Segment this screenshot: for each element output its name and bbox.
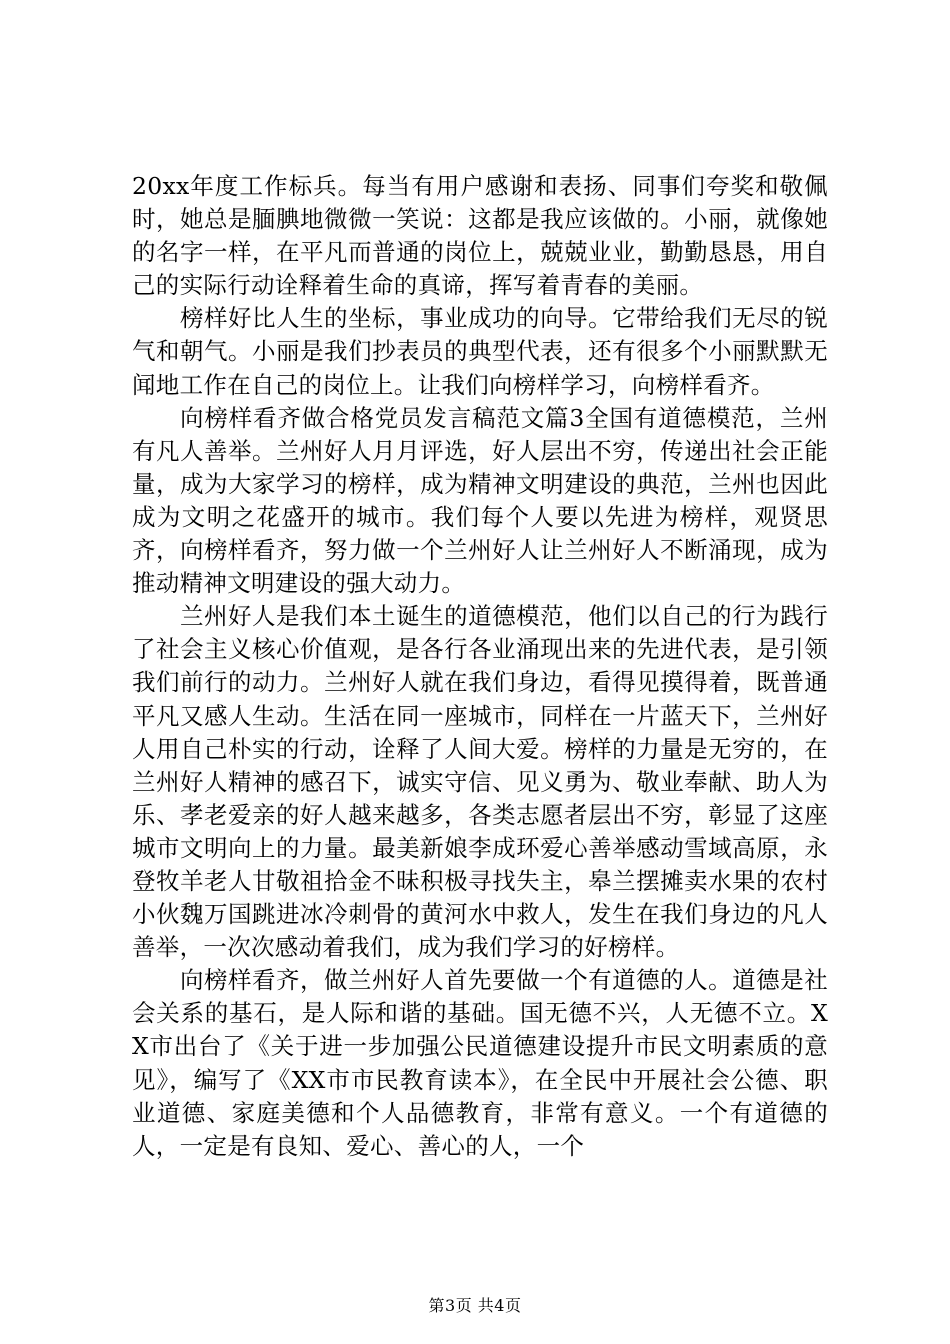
page-number-label: 第3页 共4页 bbox=[428, 1296, 522, 1315]
paragraph-3: 向榜样看齐做合格党员发言稿范文篇3全国有道德模范，兰州有凡人善举。兰州好人月月评选，好人层出不穷，传递出社会正能量，成为大家学习的榜样，成为精神文明建设的典范，兰州也因此成为文明之花盛开的城市。我们每个人要以先进为榜样，观贤思齐，向榜样看齐，努力做一个兰州好人让兰州好人不断涌现，成为推动精神文明建设的强大动力。 bbox=[132, 403, 828, 598]
document-body bbox=[132, 170, 828, 1163]
paragraph-4: 兰州好人是我们本土诞生的道德模范，他们以自己的行为践行了社会主义核心价值观，是各行各业涌现出来的先进代表，是引领我们前行的动力。兰州好人就在我们身边，看得见摸得着，既普通平凡又感人生动。生活在同一座城市，同样在一片蓝天下，兰州好人用自己朴实的行动，诠释了人间大爱。榜样的力量是无穷的，在兰州好人精神的感召下，诚实守信、见义勇为、敬业奉献、助人为乐、孝老爱亲的好人越来越多，各类志愿者层出不穷，彰显了这座城市文明向上的力量。最美新娘李成环爱心善举感动雪域高原，永登牧羊老人甘敬祖拾金不昧积极寻找失主，皋兰摆摊卖水果的农村小伙魏万国跳进冰冷刺骨的黄河水中救人，发生在我们身边的凡人善举，一次次感动着我们，成为我们学习的好榜样。 bbox=[132, 602, 828, 962]
page-footer bbox=[0, 1296, 950, 1316]
paragraph-1: 20xx年度工作标兵。每当有用户感谢和表扬、同事们夸奖和敬佩时，她总是腼腆地微微一笑说：这都是我应该做的。小丽，就像她的名字一样，在平凡而普通的岗位上，兢兢业业，勤勤恳恳，用自己的实际行动诠释着生命的真谛，挥写着青春的美丽。 bbox=[132, 172, 828, 300]
paragraph-5: 向榜样看齐，做兰州好人首先要做一个有道德的人。道德是社会关系的基石，是人际和谐的基础。国无德不兴，人无德不立。XX市出台了《关于进一步加强公民道德建设提升市民文明素质的意见》，编写了《XX市市民教育读本》，在全民中开展社会公德、职业道德、家庭美德和个人品德教育，非常有意义。一个有道德的人，一定是有良知、爱心、善心的人，一个 bbox=[132, 966, 828, 1160]
paragraph-2: 榜样好比人生的坐标，事业成功的向导。它带给我们无尽的锐气和朝气。小丽是我们抄表员的典型代表，还有很多个小丽默默无闻地工作在自己的岗位上。让我们向榜样学习，向榜样看齐。 bbox=[132, 304, 828, 399]
